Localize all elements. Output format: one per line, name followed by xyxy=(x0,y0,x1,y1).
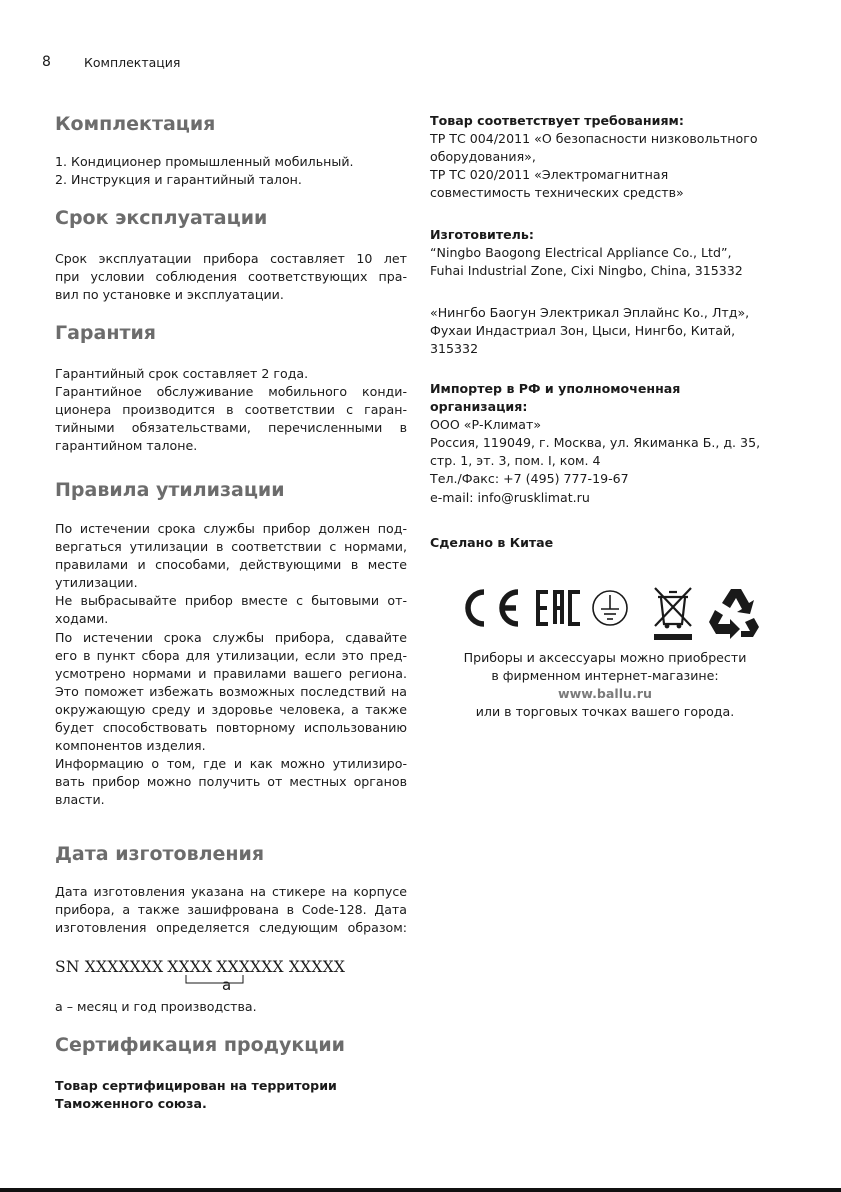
text-line: По истечении срока службы прибор должен под- xyxy=(55,521,407,536)
text-line: ходами. xyxy=(55,611,109,627)
trebovaniya-block xyxy=(430,112,766,202)
text-line: Россия, 119049, г. Москва, ул. Якиманка Б., д. 35, xyxy=(430,435,761,451)
text-line: Информацию о том, где и как можно утилизиро- xyxy=(55,756,407,772)
text-line: изготовления определяется следующим образом: xyxy=(55,920,407,936)
trebovaniya-title: Товар соответствует требованиям: xyxy=(430,113,684,128)
izgotovitel-block xyxy=(430,226,766,280)
heading-data-wrap xyxy=(55,842,407,866)
eac-mark-icon xyxy=(538,592,580,624)
izgotovitel-ru-block xyxy=(430,304,766,358)
text-line: вать прибор можно получить от местных органов xyxy=(55,774,407,790)
heading-utilizaciya: Правила утилизации xyxy=(55,479,285,501)
heading-srok: Срок эксплуатации xyxy=(55,207,268,229)
list-item: 1. Кондиционер промышленный мобильный. xyxy=(55,154,354,169)
website-link[interactable]: www.ballu.ru xyxy=(558,686,652,702)
weee-bin-icon xyxy=(654,588,692,640)
text-line: окружающую среду и здоровье человека, а также xyxy=(55,701,407,717)
data-text xyxy=(55,883,407,937)
importer-title: организация: xyxy=(430,399,528,415)
text-line: ТР ТС 004/2011 «О безопасности низковольтного xyxy=(430,131,758,147)
text-line: “Ningbo Baogong Electrical Appliance Co., Ltd”, xyxy=(430,245,732,261)
text-line: тийными обязательствами, перечисленными в xyxy=(55,420,407,436)
page-bottom-edge xyxy=(0,1188,841,1192)
sert-text xyxy=(55,1077,407,1113)
text-line: Fuhai Industrial Zone, Cixi Ningbo, China, 315332 xyxy=(430,263,743,279)
text-line: его в пункт сбора для утилизации, если это пред- xyxy=(55,647,407,663)
text-line: при условии соблюдения соответствующих пра- xyxy=(55,269,407,285)
text-line: Приборы и аксессуары можно приобрести xyxy=(463,650,747,665)
text-line: усмотрено нормами и правилами вашего региона. xyxy=(55,665,407,681)
sn-prefix: SN xyxy=(55,958,80,976)
section-komplektaciya xyxy=(55,112,407,136)
text-line: вергаться утилизации в соответствии с нормами, xyxy=(55,539,407,555)
text-line: «Нингбо Баогун Электрикал Эплайнс Ко., Лтд», xyxy=(430,305,750,320)
text-line: ООО «Р-Климат» xyxy=(430,417,542,433)
izgotovitel-title: Изготовитель: xyxy=(430,227,534,242)
heading-utilizaciya-wrap xyxy=(55,478,407,502)
bracket-label: a xyxy=(222,976,232,994)
email-link[interactable]: e-mail: info@rusklimat.ru xyxy=(430,489,590,505)
text-line: По истечении срока службы прибора, сдавайте xyxy=(55,629,407,645)
text-line: вил по установке и эксплуатации. xyxy=(55,287,284,303)
ground-symbol-icon xyxy=(593,591,627,625)
text-line: правилами и способами, действующими в месте xyxy=(55,557,407,573)
importer-block xyxy=(430,380,766,507)
komplekt-list xyxy=(55,153,407,189)
importer-title: Импортер в РФ и уполномоченная xyxy=(430,381,681,396)
text-line: Не выбрасывайте прибор вместе с бытовыми от- xyxy=(55,593,407,609)
text-line: Товар сертифицирован на территории xyxy=(55,1078,337,1093)
text-line: гарантийном талоне. xyxy=(55,438,198,454)
date-bracket xyxy=(180,974,250,988)
utilizaciya-text xyxy=(55,520,407,810)
heading-garantiya: Гарантия xyxy=(55,322,157,344)
text-line: ционера производится в соответствии с гаран- xyxy=(55,402,407,418)
text-line: Это поможет избежать возможных последствий на xyxy=(55,683,407,699)
text-line: будет способствовать повторному использованию xyxy=(55,720,407,736)
heading-garantiya-wrap xyxy=(55,321,407,345)
shop-block xyxy=(440,649,770,721)
text-line: оборудования», xyxy=(430,149,536,165)
text-line: совместимость технических средств» xyxy=(430,185,684,201)
made-in-block xyxy=(430,534,766,552)
text-line: или в торговых точках вашего города. xyxy=(475,704,735,720)
running-header: Комплектация xyxy=(84,55,181,70)
text-line: Гарантийное обслуживание мобильного конди- xyxy=(55,384,407,400)
sn-part: XXXXX xyxy=(288,958,346,976)
page-number: 8 xyxy=(42,54,51,70)
text-line: Гарантийный срок составляет 2 года. xyxy=(55,366,309,381)
text-line: Срок эксплуатации прибора составляет 10 лет xyxy=(55,251,407,266)
srok-text xyxy=(55,250,407,304)
text-line: утилизации. xyxy=(55,575,138,591)
certification-marks xyxy=(458,584,768,644)
garantiya-text xyxy=(55,365,407,455)
text-line: власти. xyxy=(55,792,105,808)
ce-mark-icon xyxy=(468,592,518,624)
text-line: ТР ТС 020/2011 «Электромагнитная xyxy=(430,167,669,183)
text-line: 315332 xyxy=(430,341,479,357)
text-line: Таможенного союза. xyxy=(55,1096,207,1112)
sn-part: XXXXXXX xyxy=(84,958,164,976)
text-line: Дата изготовления указана на стикере на корпусе xyxy=(55,884,407,899)
recycle-icon xyxy=(709,589,759,639)
heading-srok-wrap xyxy=(55,206,407,230)
text-line: в фирменном интернет-магазине: xyxy=(491,668,719,684)
date-note xyxy=(55,998,407,1016)
sn-part: XXXXXX xyxy=(216,958,284,976)
text-line: стр. 1, эт. 3, пом. I, ком. 4 xyxy=(430,453,601,469)
text-line: a – месяц и год производства. xyxy=(55,999,257,1014)
sn-date-part: XXXX xyxy=(167,958,213,976)
text-line: Тел./Факс: +7 (495) 777-19-67 xyxy=(430,471,629,487)
text-line: Фухаи Индастриал Зон, Цыси, Нингбо, Китай, xyxy=(430,323,736,339)
heading-komplektaciya: Комплектация xyxy=(55,113,216,135)
list-item: 2. Инструкция и гарантийный талон. xyxy=(55,172,302,188)
text-line: компонентов изделия. xyxy=(55,738,206,754)
heading-data: Дата изготовления xyxy=(55,843,265,865)
heading-sert-wrap xyxy=(55,1033,407,1057)
text-line: прибора, а также зашифрована в Code-128. Дата xyxy=(55,902,407,918)
made-in-china: Сделано в Китае xyxy=(430,535,554,550)
heading-sert: Сертификация продукции xyxy=(55,1034,345,1056)
